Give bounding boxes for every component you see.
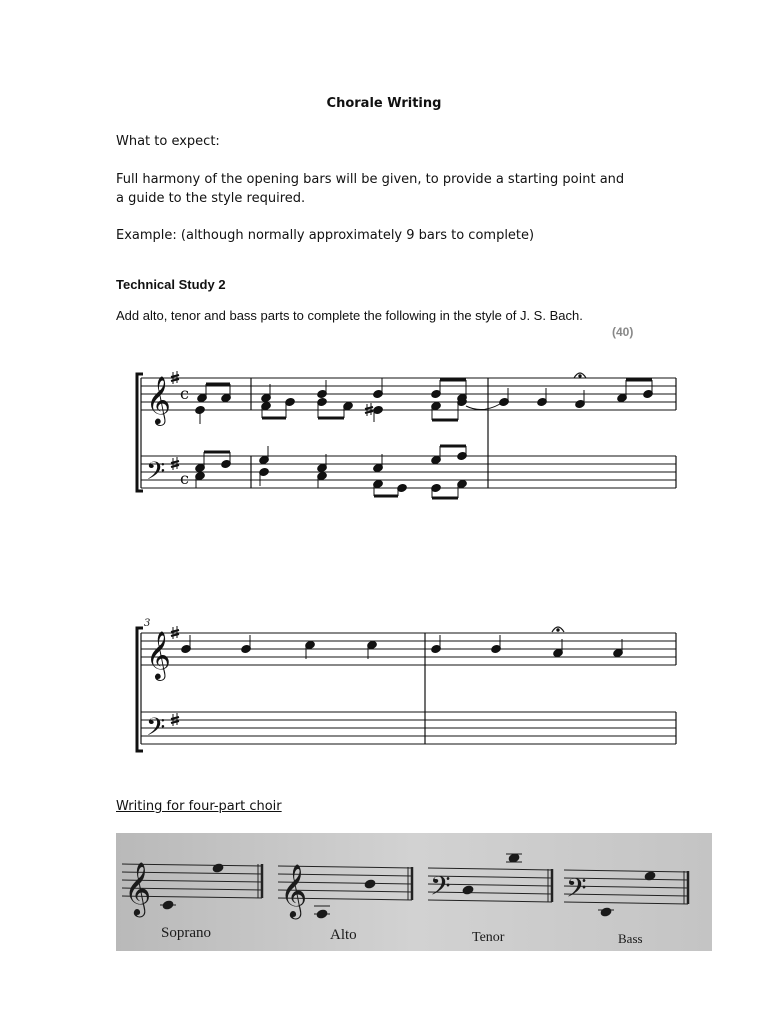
system-2-treble-staff — [141, 633, 676, 665]
system-2 — [137, 618, 676, 751]
voice-ranges-photo — [116, 833, 712, 951]
treble-clef-icon: 𝄞 — [280, 863, 308, 917]
bass-clef-icon: 𝄢 — [566, 872, 587, 910]
system-1-treble-notes — [195, 373, 654, 424]
voice-label-bass: Bass — [618, 931, 643, 946]
system-2-treble-notes — [181, 627, 624, 659]
technical-study-title: Technical Study 2 — [116, 277, 226, 292]
intro-text: Full harmony of the opening bars will be given, to provide a starting point and a guide to the style required. — [116, 172, 625, 206]
example-text: Example: (although normally approximately 9 bars to complete) — [116, 228, 535, 243]
voice-label-tenor: Tenor — [472, 930, 505, 945]
system-1 — [137, 371, 676, 498]
treble-clef-icon: 𝄞 — [146, 630, 171, 679]
voice-label-alto: Alto — [330, 927, 357, 943]
intro-heading: What to expect: — [116, 134, 220, 149]
system-1-bracket — [137, 374, 143, 491]
page-title: Chorale Writing — [326, 96, 442, 111]
treble-clef-icon: 𝄞 — [124, 861, 152, 915]
marks-label: (40) — [612, 325, 634, 339]
system-2-bracket — [137, 628, 143, 751]
time-signature-treble: c — [180, 384, 189, 403]
bass-clef-icon: 𝄢 — [146, 457, 166, 492]
system-2-bass-staff — [141, 712, 676, 744]
treble-clef-icon: 𝄞 — [146, 375, 171, 424]
time-signature-bass: c — [180, 469, 189, 488]
technical-study-instruction: Add alto, tenor and bass parts to complete the following in the style of J. S. Bach. — [116, 308, 583, 323]
choir-heading: Writing for four-part choir — [116, 799, 282, 814]
system-1-bass-staff — [141, 456, 676, 488]
voice-label-soprano: Soprano — [161, 925, 211, 941]
measure-number: 3 — [144, 618, 151, 629]
bass-clef-icon: 𝄢 — [430, 870, 451, 908]
bass-clef-icon: 𝄢 — [146, 713, 166, 748]
